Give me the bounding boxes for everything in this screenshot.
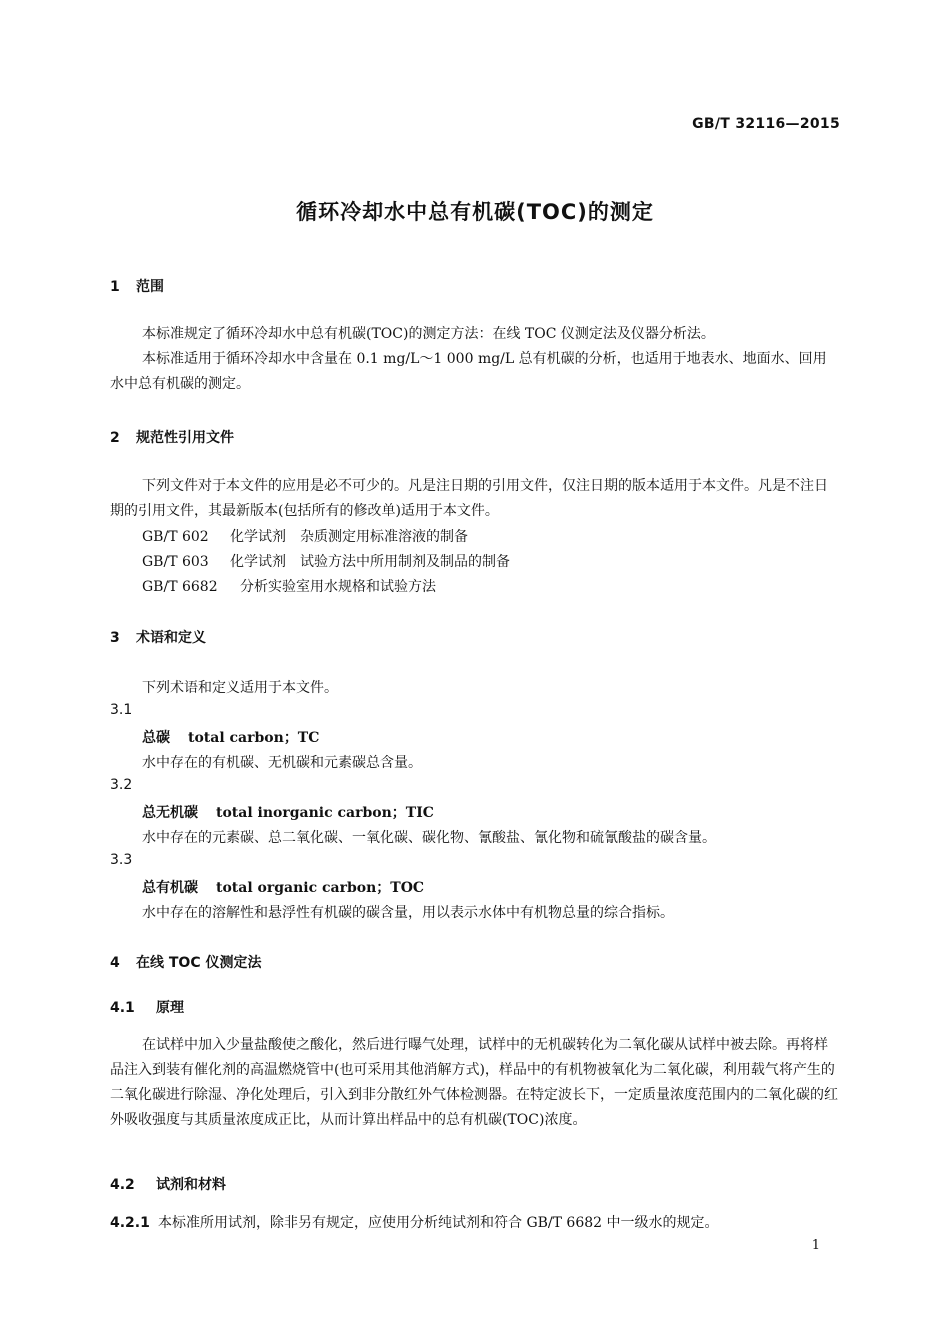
subsection-4-1-paragraph: 在试样中加入少量盐酸使之酸化，然后进行曝气处理，试样中的无机碳转化为二氧化碳从试样中被去除。再将样品注入到装有催化剂的高温燃烧管中(也可采用其他消解方式)，样品中的有机物被氧化为二氧化碳，利用载气将产生的二氧化碳进行除湿、净化处理后，引入到非分散红外气体检测器。在特定波长下，一定质量浓度范围内的二氧化碳的红外吸收强度与其质量浓度成正比，从而计算出样品中的总有机碳(TOC)浓度。 bbox=[110, 1037, 838, 1128]
normative-reference bbox=[142, 576, 436, 596]
section-4-heading bbox=[110, 952, 261, 972]
clause-4-2-1 bbox=[110, 1212, 719, 1232]
reference-title: 化学试剂 试验方法中所用制剂及制品的制备 bbox=[230, 554, 510, 570]
section-title: 范围 bbox=[136, 279, 164, 295]
section-1-paragraph-1: 本标准规定了循环冷却水中总有机碳(TOC)的测定方法：在线 TOC 仪测定法及仪器分析法。 bbox=[142, 326, 715, 342]
clause-number: 4.2.1 bbox=[110, 1215, 150, 1231]
subsection-title: 试剂和材料 bbox=[156, 1177, 226, 1193]
normative-reference bbox=[142, 526, 468, 546]
section-2-paragraph: 下列文件对于本文件的应用是必不可少的。凡是注日期的引用文件，仅注日期的版本适用于本文件。凡是不注日期的引用文件，其最新版本(包括所有的修改单)适用于本文件。 bbox=[110, 478, 828, 519]
clause-text: 本标准所用试剂，除非另有规定，应使用分析纯试剂和符合 GB/T 6682 中一级水的规定。 bbox=[158, 1215, 719, 1231]
section-number: 2 bbox=[110, 430, 120, 446]
section-title: 术语和定义 bbox=[136, 630, 206, 646]
document-title: 循环冷却水中总有机碳(TOC)的测定 bbox=[296, 200, 654, 224]
section-3-intro: 下列术语和定义适用于本文件。 bbox=[142, 680, 338, 696]
section-1-heading bbox=[110, 276, 164, 296]
subsection-title: 原理 bbox=[156, 1000, 184, 1016]
term-english: total inorganic carbon；TIC bbox=[216, 805, 434, 821]
term-chinese: 总无机碳 bbox=[142, 805, 198, 821]
term-definition: 水中存在的有机碳、无机碳和元素碳总含量。 bbox=[142, 755, 422, 771]
standard-code: GB/T 32116—2015 bbox=[692, 116, 840, 132]
term-number: 3.3 bbox=[110, 852, 133, 868]
section-number: 1 bbox=[110, 279, 120, 295]
term-entry bbox=[142, 877, 424, 897]
term-entry bbox=[142, 802, 434, 822]
section-1-paragraph-2: 本标准适用于循环冷却水中含量在 0.1 mg/L～1 000 mg/L 总有机碳的分析，也适用于地表水、地面水、回用水中总有机碳的测定。 bbox=[110, 351, 827, 392]
reference-code: GB/T 603 bbox=[142, 554, 209, 570]
term-english: total carbon；TC bbox=[188, 730, 320, 746]
term-chinese: 总有机碳 bbox=[142, 880, 198, 896]
page-number: 1 bbox=[811, 1238, 820, 1253]
reference-code: GB/T 6682 bbox=[142, 579, 218, 595]
section-2-heading bbox=[110, 427, 234, 447]
term-chinese: 总碳 bbox=[142, 730, 170, 746]
section-3-heading bbox=[110, 627, 206, 647]
term-number: 3.2 bbox=[110, 777, 133, 793]
section-number: 4 bbox=[110, 955, 120, 971]
subsection-4-1-heading bbox=[110, 997, 184, 1017]
reference-title: 化学试剂 杂质测定用标准溶液的制备 bbox=[230, 529, 468, 545]
subsection-4-2-heading bbox=[110, 1174, 226, 1194]
section-title: 规范性引用文件 bbox=[136, 430, 234, 446]
reference-code: GB/T 602 bbox=[142, 529, 209, 545]
subsection-number: 4.2 bbox=[110, 1177, 135, 1193]
section-number: 3 bbox=[110, 630, 120, 646]
term-english: total organic carbon；TOC bbox=[216, 880, 425, 896]
reference-title: 分析实验室用水规格和试验方法 bbox=[240, 579, 436, 595]
subsection-number: 4.1 bbox=[110, 1000, 135, 1016]
normative-reference bbox=[142, 551, 510, 571]
term-entry bbox=[142, 727, 319, 747]
term-definition: 水中存在的元素碳、总二氧化碳、一氧化碳、碳化物、氰酸盐、氰化物和硫氰酸盐的碳含量。 bbox=[142, 830, 716, 846]
term-definition: 水中存在的溶解性和悬浮性有机碳的碳含量，用以表示水体中有机物总量的综合指标。 bbox=[142, 905, 674, 921]
section-title: 在线 TOC 仪测定法 bbox=[136, 955, 262, 971]
term-number: 3.1 bbox=[110, 702, 133, 718]
